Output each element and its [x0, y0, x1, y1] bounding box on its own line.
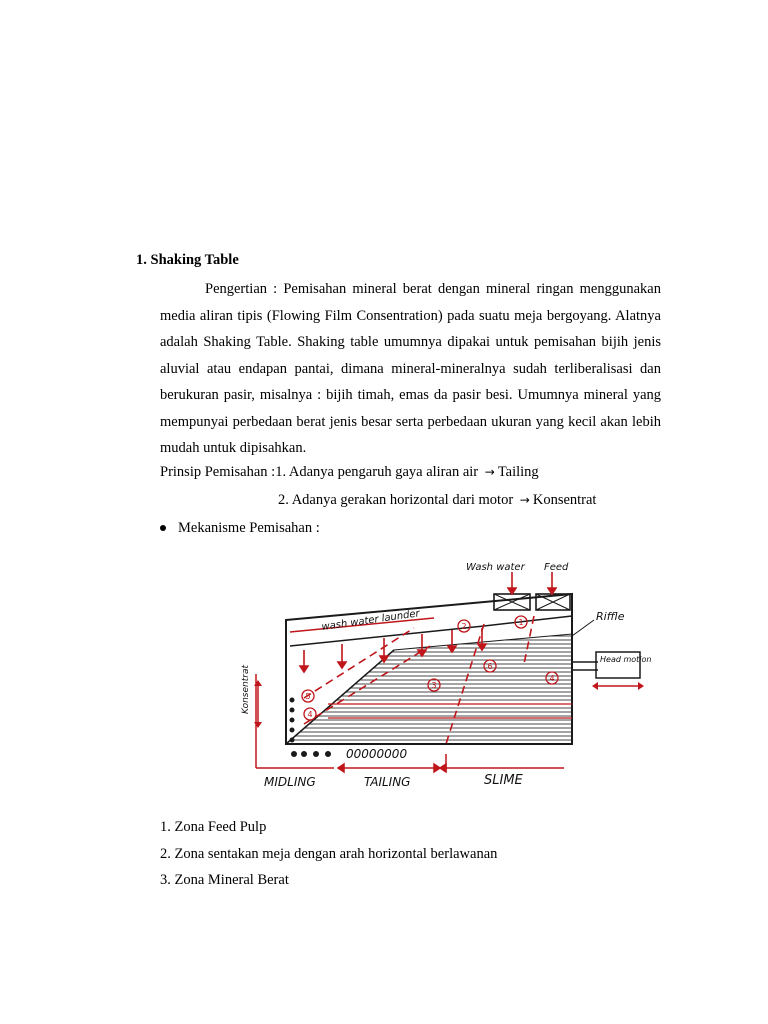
feed-label: Feed	[544, 562, 569, 573]
zone-label-5: 5	[305, 692, 311, 701]
riffle-label: Riffle	[596, 610, 625, 623]
zone-label-4: 4	[549, 674, 555, 683]
head-motion-label: Head motion	[600, 655, 652, 664]
zone-label-2: 2	[461, 622, 467, 631]
principle-item-1-result: Tailing	[497, 464, 539, 480]
principle-item-2: 2. Adanya gerakan horizontal dari motor	[278, 492, 514, 508]
midling-label: MIDLING	[264, 775, 316, 789]
definition-text: Pengertian : Pemisahan mineral berat dengan mineral ringan menggunakan media aliran tipis (Flowing Film Consentration) pada suatu meja bergoyang. Alatnya adalah Shaking Table. Shaking table umumnya dipakai untuk pemisahan bijih jenis aluvial atau endapan pantai, dimana mineral-mineralnya sudah terliberalisasi dan berukuran pasir, misalnya : bijih timah, emas da pasir besi. Umumnya mineral yang mempunyai perbedaan berat jenis besar serta perbedaan ukuran yang kecil akan lebih mudah untuk dipisahkan.	[160, 281, 661, 456]
principle-item-1: 1. Adanya pengaruh gaya aliran air	[275, 464, 479, 480]
zone-label-6: 6	[487, 662, 493, 671]
wash-water-label: Wash water	[466, 562, 525, 573]
slime-label: SLIME	[484, 773, 523, 788]
section-heading: 1. Shaking Table	[136, 252, 239, 268]
zone-label-3: 3	[431, 681, 437, 690]
zone-label-4b: 4	[307, 710, 313, 719]
konsentrat-label: Konsentrat	[241, 665, 251, 714]
bullet-icon	[160, 525, 166, 531]
principle-label: Prinsip Pemisahan :	[160, 464, 276, 480]
definition-paragraph	[160, 276, 661, 462]
zone-list	[160, 814, 497, 894]
right-arrow-icon: →	[484, 465, 495, 479]
zone-item-1: 1. Zona Feed Pulp	[160, 819, 267, 835]
tailing-label: TAILING	[364, 775, 411, 789]
bullet-text: Mekanisme Pemisahan :	[178, 520, 320, 536]
zone-item-3: 3. Zona Mineral Berat	[160, 872, 289, 888]
principle-line-1	[160, 464, 539, 481]
tailing-circles: 00000000	[346, 747, 408, 761]
principle-item-2-result: Konsentrat	[532, 492, 597, 508]
right-arrow-icon: →	[519, 493, 530, 507]
zone-label-1: 1	[518, 618, 524, 627]
shaking-table-diagram	[234, 554, 652, 796]
launder-label: wash water launder	[320, 608, 421, 633]
zone-item-2: 2. Zona sentakan meja dengan arah horizontal berlawanan	[160, 845, 498, 862]
principle-line-2	[278, 492, 596, 509]
